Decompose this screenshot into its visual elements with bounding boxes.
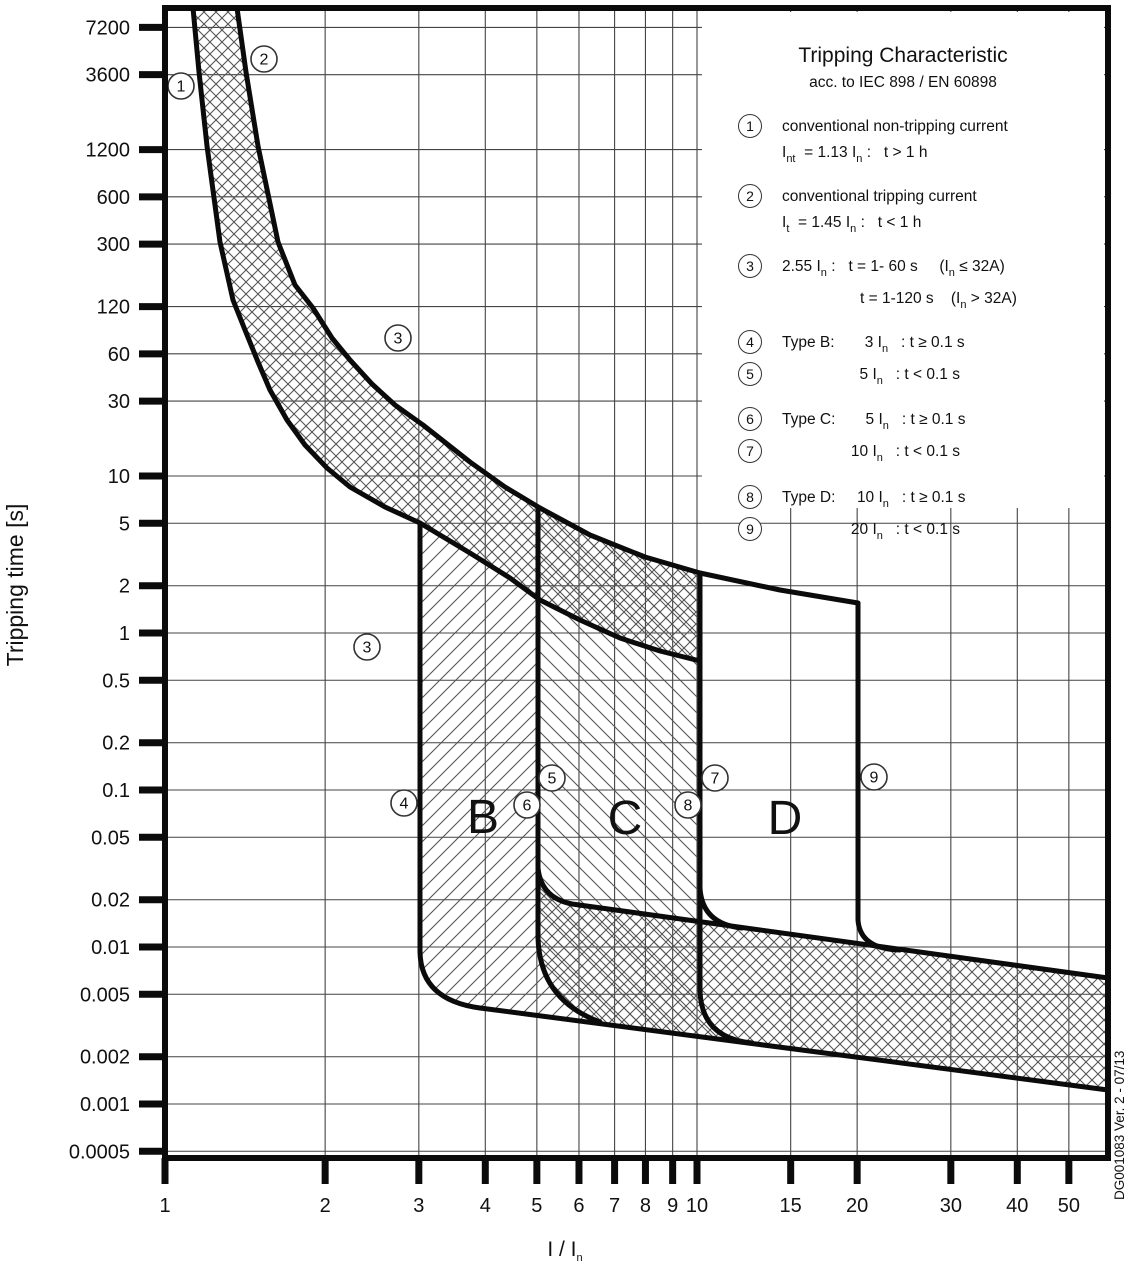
- chart-marker-6: [514, 792, 540, 818]
- marker-label: 5: [547, 770, 557, 788]
- region-letter-B: B: [466, 791, 500, 844]
- chart-marker-8: [675, 792, 701, 818]
- x-tick-label: 3: [413, 1195, 425, 1217]
- x-tick-label: 30: [939, 1195, 962, 1217]
- legend-item-text: conventional tripping current $I_t = 1.45$ $I_n$ : t < 1 h: [782, 188, 977, 235]
- legend-item-text: Type D: 10 $I_n$ : t ≥ 0.1 s: [782, 489, 966, 510]
- x-tick-label: 4: [479, 1195, 491, 1217]
- x-tick-label: 50: [1057, 1195, 1080, 1217]
- y-tick-label: 0.2: [102, 732, 130, 755]
- marker-label: 7: [710, 770, 720, 788]
- legend-item-2: [738, 184, 1110, 242]
- legend-item-1: [738, 114, 1110, 172]
- y-tick-label: 300: [96, 234, 130, 257]
- y-tick-label: 0.005: [79, 984, 130, 1007]
- legend-number-circle: 2: [738, 184, 762, 208]
- legend-item-4: [738, 330, 1110, 362]
- legend: [738, 44, 1110, 549]
- y-tick-label: 0.02: [91, 889, 130, 912]
- marker-label: 9: [869, 769, 879, 787]
- y-tick-label: 0.05: [91, 827, 130, 850]
- chart-marker-7: [702, 765, 728, 791]
- legend-number-circle: 5: [738, 362, 762, 386]
- region-letter-C: C: [607, 792, 643, 845]
- chart-marker-4: [391, 787, 419, 816]
- y-tick-label: 60: [107, 343, 130, 366]
- chart-marker-3: [354, 633, 383, 660]
- chart-marker-1: [168, 72, 199, 99]
- type-d-upper-segment: [700, 573, 858, 603]
- legend-number-circle: 4: [738, 330, 762, 354]
- y-tick-label: 0.0005: [68, 1141, 130, 1164]
- legend-number-circle: 8: [738, 485, 762, 509]
- legend-item-text: 20 $I_n$ : t < 0.1 s: [782, 521, 960, 542]
- x-tick-label: 15: [779, 1195, 802, 1217]
- y-tick-label: 120: [96, 296, 130, 319]
- y-tick-label: 0.5: [102, 670, 130, 693]
- x-tick-label: 8: [639, 1195, 652, 1217]
- legend-item-5: [738, 362, 1110, 394]
- x-tick-label: 2: [319, 1195, 331, 1217]
- y-tick-label: 1200: [85, 139, 130, 162]
- chart-marker-9: [861, 764, 887, 790]
- y-tick-label: 0.01: [91, 937, 130, 959]
- legend-item-9: [738, 517, 1110, 549]
- y-tick-label: 0.1: [102, 780, 130, 802]
- y-axis-title: Tripping time [s]: [2, 503, 28, 667]
- chart-marker-2: [248, 46, 277, 72]
- y-tick-label: 1: [118, 623, 130, 645]
- legend-item-text: Type C: 5 $I_n$ : t ≥ 0.1 s: [782, 411, 966, 432]
- x-tick-label: 20: [846, 1195, 869, 1217]
- marker-label: 1: [176, 78, 186, 96]
- y-tick-label: 0.001: [79, 1094, 130, 1116]
- y-tick-label: 7200: [85, 17, 130, 40]
- legend-number-circle: 7: [738, 439, 762, 463]
- y-tick-label: 10: [107, 466, 130, 488]
- x-axis-title: I / $I_n$: [547, 1238, 583, 1264]
- x-tick-label: 40: [1006, 1195, 1029, 1217]
- legend-item-8: [738, 485, 1110, 517]
- legend-number-circle: 1: [738, 114, 762, 138]
- legend-item-6: [738, 407, 1110, 439]
- x-tick-label: 10: [685, 1195, 709, 1217]
- chart-marker-3: [383, 325, 411, 352]
- chart-title: Tripping Characteristic: [798, 44, 1008, 67]
- legend-item-text: 5 $I_n$ : t < 0.1 s: [782, 366, 960, 387]
- y-tick-label: 5: [118, 513, 130, 536]
- x-tick-label: 9: [667, 1195, 679, 1217]
- region-letter-D: D: [767, 792, 803, 845]
- legend-items: [738, 114, 1110, 549]
- marker-label: 2: [259, 51, 269, 69]
- x-tick-label: 6: [573, 1195, 585, 1217]
- legend-number-circle: 9: [738, 517, 762, 541]
- legend-item-3: [738, 254, 1110, 318]
- legend-item-text: 2.55 $I_n$ : t = 1- 60 s $(I_n \le 32A)$ t = 1-120 s $(I_n > 32A)$: [782, 258, 1017, 311]
- y-tick-label: 3600: [85, 64, 130, 87]
- document-code: DG001083 Ver. 2 - 07/13: [1112, 1050, 1127, 1200]
- chart-subtitle: acc. to IEC 898 / EN 60898: [809, 74, 997, 91]
- legend-item-text: Type B: 3 $I_n$ : t ≥ 0.1 s: [782, 334, 965, 355]
- marker-label: 4: [399, 795, 409, 813]
- y-tick-label: 0.002: [79, 1046, 130, 1069]
- x-tick-label: 7: [609, 1195, 621, 1217]
- marker-label: 3: [362, 639, 372, 657]
- marker-label: 3: [393, 330, 403, 348]
- marker-label: 8: [683, 797, 693, 815]
- y-tick-label: 30: [107, 391, 130, 414]
- legend-item-text: conventional non-tripping current $I_{nt} = 1.13$ $I_n$ : t > 1 h: [782, 118, 1008, 165]
- legend-number-circle: 3: [738, 254, 762, 278]
- y-tick-label: 600: [96, 186, 130, 209]
- chart-marker-5: [539, 765, 565, 791]
- y-tick-label: 2: [118, 575, 130, 598]
- legend-item-text: 10 $I_n$ : t < 0.1 s: [782, 443, 960, 464]
- marker-label: 6: [522, 797, 532, 815]
- x-tick-label: 5: [531, 1195, 543, 1217]
- legend-item-7: [738, 439, 1110, 471]
- legend-number-circle: 6: [738, 407, 762, 431]
- x-tick-label: 1: [159, 1195, 171, 1217]
